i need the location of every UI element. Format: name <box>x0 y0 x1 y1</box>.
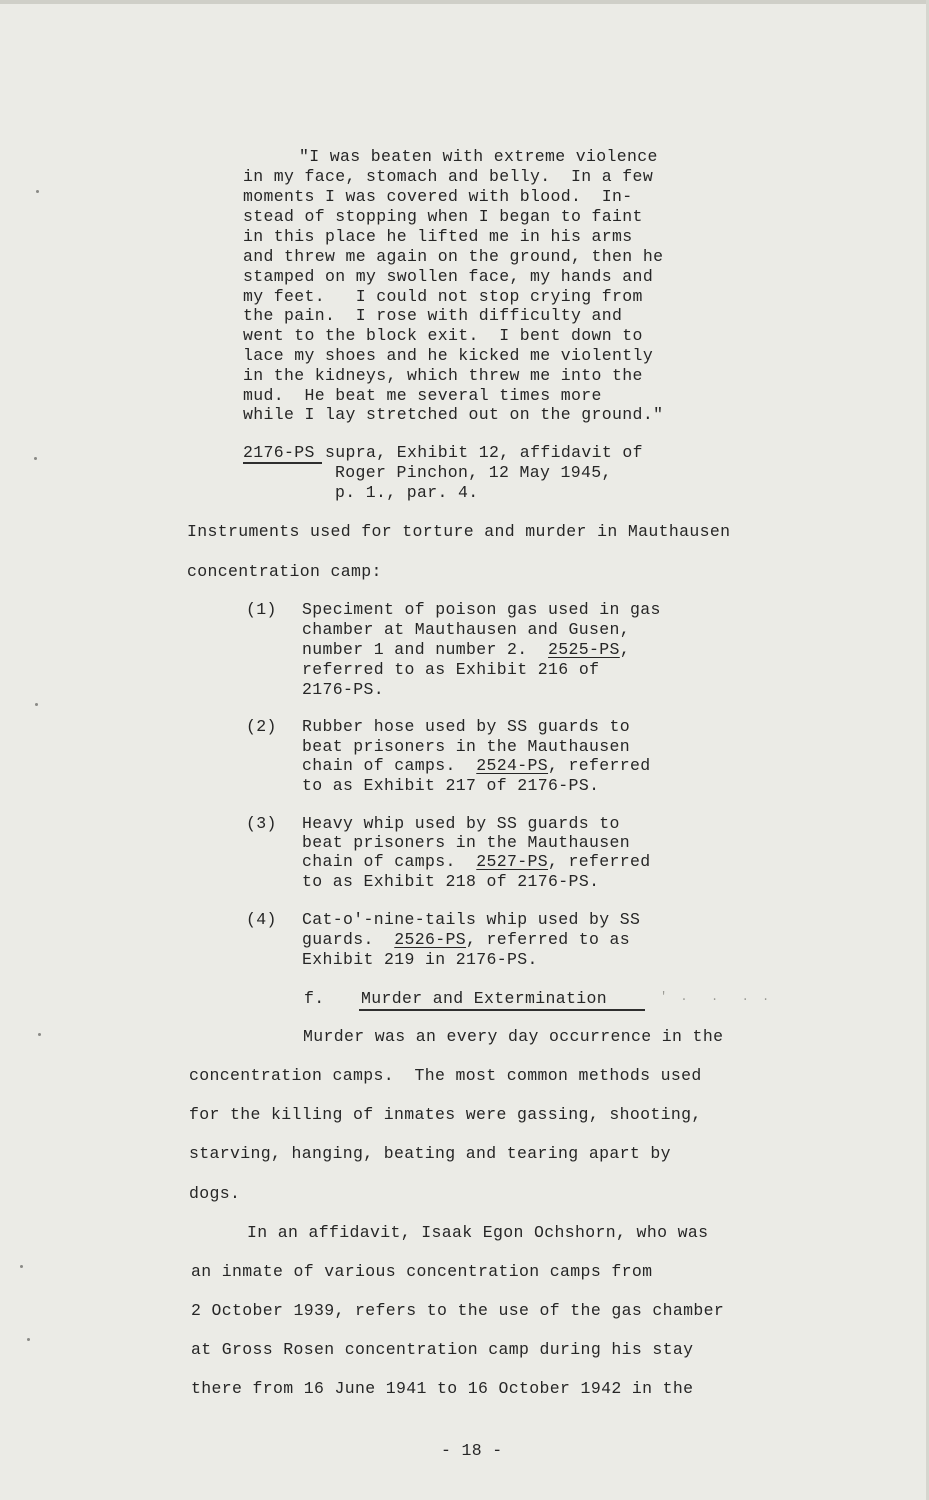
exhibit-doc-ref: 2525-PS <box>548 640 620 659</box>
exhibit-number: 217 <box>445 776 477 795</box>
paragraph-line: an inmate of various concentration camps from <box>191 1262 653 1281</box>
instruments-heading-line-2: concentration camp: <box>187 562 382 581</box>
paragraph-line: there from 16 June 1941 to 16 October 1942 in the <box>191 1379 694 1398</box>
item-text-line: number 1 and number 2. 2525-PS, <box>302 640 631 659</box>
margin-speck <box>34 457 37 460</box>
exhibit-number: 218 <box>445 872 477 891</box>
item-number: (4) <box>246 910 277 929</box>
paragraph-line: Murder was an every day occurrence in the <box>303 1027 724 1046</box>
citation-line-1 <box>243 443 643 463</box>
quote-line: the pain. I rose with difficulty and <box>243 306 623 325</box>
margin-speck <box>20 1265 23 1268</box>
ink-smudge: ' . . . . <box>660 990 773 1004</box>
citation-underline <box>243 462 322 464</box>
paragraph-line: dogs. <box>189 1184 241 1203</box>
paragraph-line: starving, hanging, beating and tearing apart by <box>189 1144 671 1163</box>
quote-line: "I was beaten with extreme violence <box>299 147 658 166</box>
item-number: (2) <box>246 717 277 736</box>
exhibit-doc-ref: 2524-PS <box>476 756 549 775</box>
item-text-line: Heavy whip used by SS guards to <box>302 814 620 833</box>
quote-line: stamped on my swollen face, my hands and <box>243 267 654 286</box>
quote-line: my feet. I could not stop crying from <box>243 287 643 306</box>
exhibit-number: 216 <box>537 660 569 679</box>
page-number: - 18 - <box>441 1441 503 1460</box>
citation-text: supra, Exhibit 12, affidavit of <box>325 443 643 462</box>
quote-line: moments I was covered with blood. In- <box>243 187 633 206</box>
quote-line: in this place he lifted me in his arms <box>243 227 633 246</box>
exhibit-doc-ref: 2527-PS <box>476 852 549 871</box>
instruments-heading-line-1: Instruments used for torture and murder in Mauthausen <box>187 522 731 541</box>
item-text-line: Rubber hose used by SS guards to <box>302 717 631 736</box>
paragraph-line: for the killing of inmates were gassing, shooting, <box>189 1105 702 1124</box>
item-text-line: referred to as Exhibit 216 of <box>302 660 600 679</box>
exhibit-number: 219 <box>384 950 415 969</box>
item-text-line: Speciment of poison gas used in gas <box>302 600 661 619</box>
section-title-underline <box>359 1009 645 1011</box>
quote-line: while I lay stretched out on the ground." <box>243 405 664 424</box>
quote-line: stead of stopping when I began to faint <box>243 207 643 226</box>
paragraph-line: at Gross Rosen concentration camp during his stay <box>191 1340 694 1359</box>
quote-line: in my face, stomach and belly. In a few <box>243 167 654 186</box>
item-text-line: guards. 2526-PS, referred to as <box>302 930 631 949</box>
item-text-line: to as Exhibit 218 of 2176-PS. <box>302 872 600 891</box>
margin-speck <box>27 1338 30 1341</box>
citation-line-3: p. 1., par. 4. <box>335 483 479 502</box>
item-text-line: chain of camps. 2524-PS, referred <box>302 756 651 775</box>
item-number: (3) <box>246 814 277 833</box>
quote-line: went to the block exit. I bent down to <box>243 326 643 345</box>
item-text-line: Exhibit 219 in 2176-PS. <box>302 950 538 969</box>
margin-speck <box>36 190 39 193</box>
quote-line: in the kidneys, which threw me into the <box>243 366 643 385</box>
exhibit-doc-ref: 2526-PS <box>394 930 467 949</box>
paragraph-line: 2 October 1939, refers to the use of the gas chamber <box>191 1301 725 1320</box>
item-text-line: chamber at Mauthausen and Gusen, <box>302 620 631 639</box>
page-top-edge <box>0 0 929 4</box>
item-number: (1) <box>246 600 277 619</box>
item-text-line: beat prisoners in the Mauthausen <box>302 737 631 756</box>
quote-line: lace my shoes and he kicked me violently <box>243 346 654 365</box>
margin-speck <box>35 703 38 706</box>
item-text-line: Cat-o'-nine-tails whip used by SS <box>302 910 641 929</box>
section-letter: f. <box>304 989 325 1008</box>
item-text-line: chain of camps. 2527-PS, referred <box>302 852 651 871</box>
section-title: Murder and Extermination <box>361 989 608 1008</box>
quote-line: and threw me again on the ground, then he <box>243 247 664 266</box>
paragraph-line: In an affidavit, Isaak Egon Ochshorn, who was <box>247 1223 709 1242</box>
item-text-line: beat prisoners in the Mauthausen <box>302 833 631 852</box>
item-text-line: 2176-PS. <box>302 680 385 699</box>
item-text-line: to as Exhibit 217 of 2176-PS. <box>302 776 600 795</box>
citation-doc-ref: 2176-PS <box>243 443 315 462</box>
margin-speck <box>38 1033 41 1036</box>
citation-line-2: Roger Pinchon, 12 May 1945, <box>335 463 612 482</box>
paragraph-line: concentration camps. The most common methods used <box>189 1066 702 1085</box>
quote-line: mud. He beat me several times more <box>243 386 602 405</box>
